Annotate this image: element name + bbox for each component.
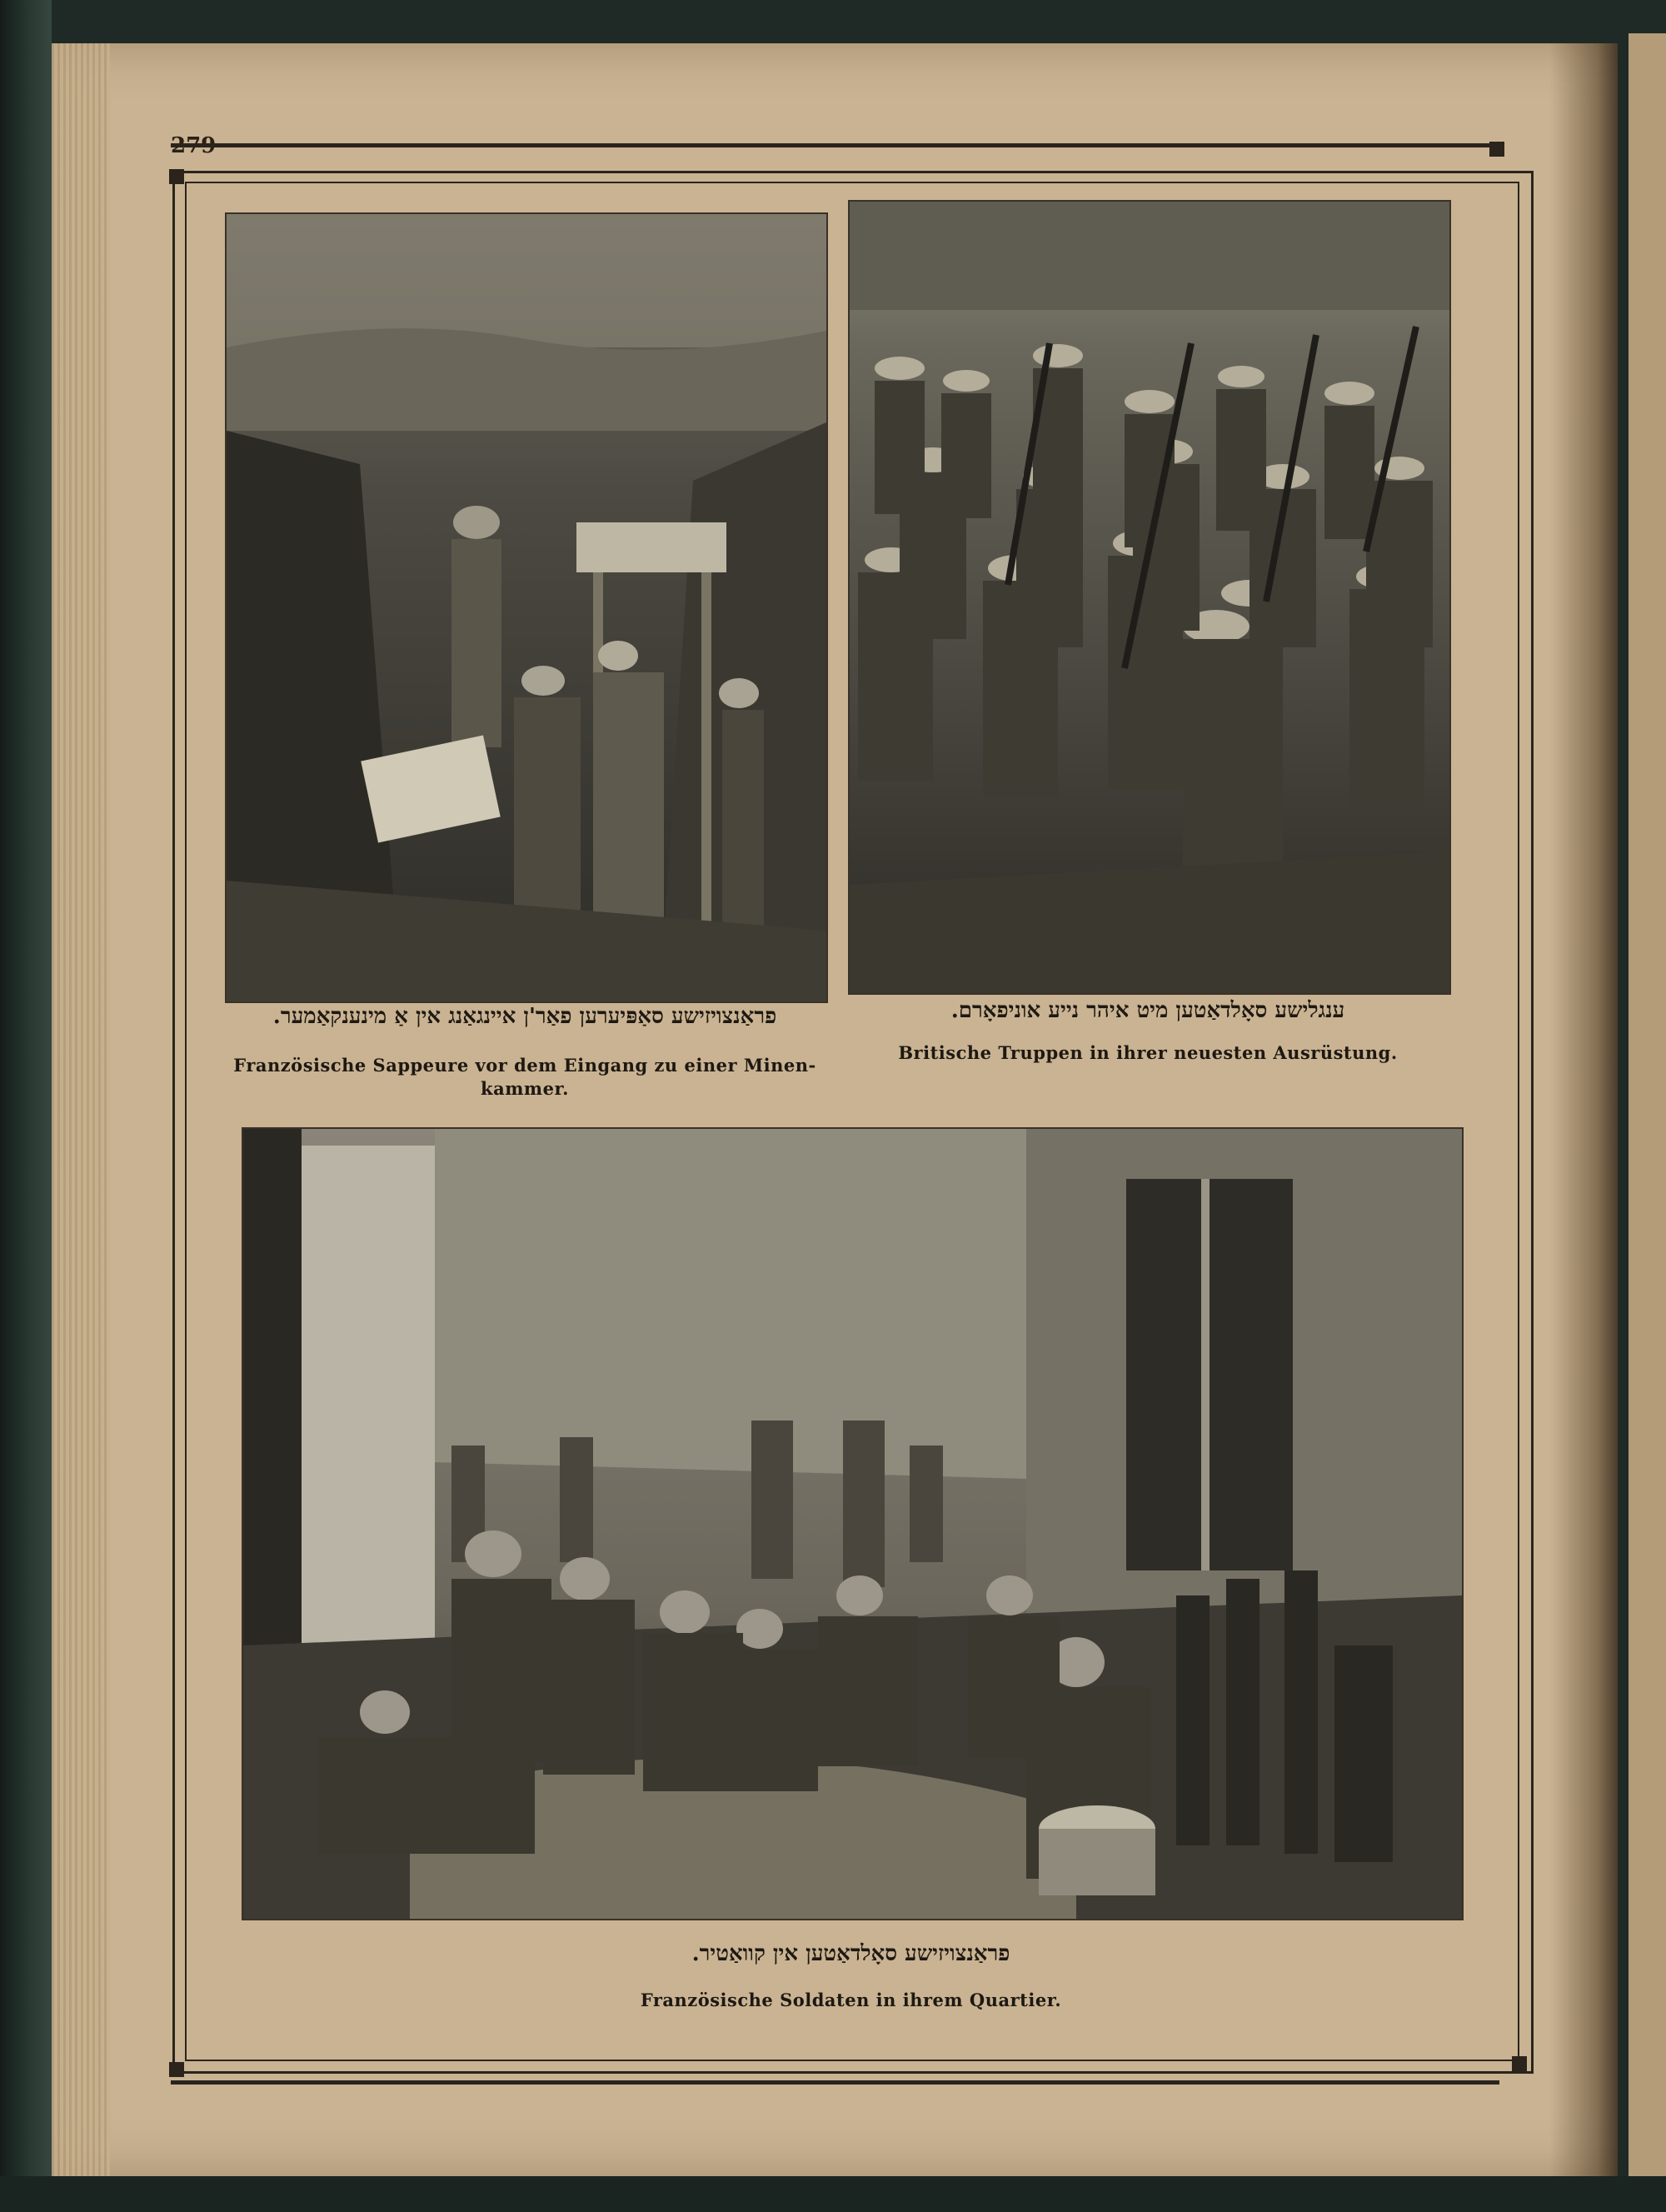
frame-corner-ornament	[1512, 2056, 1527, 2071]
photo-french-sappers	[225, 212, 828, 1003]
gutter-shadow	[1549, 43, 1618, 2176]
page-number: 279	[171, 133, 217, 158]
page-edges	[52, 43, 110, 2176]
book-binding-left	[0, 0, 52, 2212]
caption-german-quarters: Französische Soldaten in ihrem Quartier.	[640, 1990, 1062, 2010]
caption-yiddish-british: ענגלישע סאָלדאַטען מיט איהר נייע אוניפאָרם.	[950, 998, 1345, 1023]
caption-german-british: Britische Truppen in ihrer neuesten Ausrüstung.	[898, 1042, 1398, 1063]
caption-german-sappers: Französische Sappeure vor dem Eingang zu einer Minen-kammer.	[233, 1055, 816, 1099]
caption-yiddish-quarters: פראַנצויזישע סאָלדאַטען אין קוואַטיר.	[691, 1941, 1010, 1966]
frame-corner-ornament	[169, 2062, 184, 2077]
frame-corner-ornament	[169, 169, 184, 184]
frame-corner-ornament	[1489, 142, 1504, 157]
photo-french-soldiers-quarters	[242, 1127, 1464, 1920]
photo-british-troops	[848, 200, 1451, 995]
background-strip	[0, 2176, 1666, 2212]
adjacent-page-edge	[1629, 33, 1666, 2200]
caption-yiddish-sappers: פראַנצויזישע סאַפּיערען פאַר'ן איינגאַנג אין אַ מינענקאַמער.	[272, 1004, 777, 1029]
